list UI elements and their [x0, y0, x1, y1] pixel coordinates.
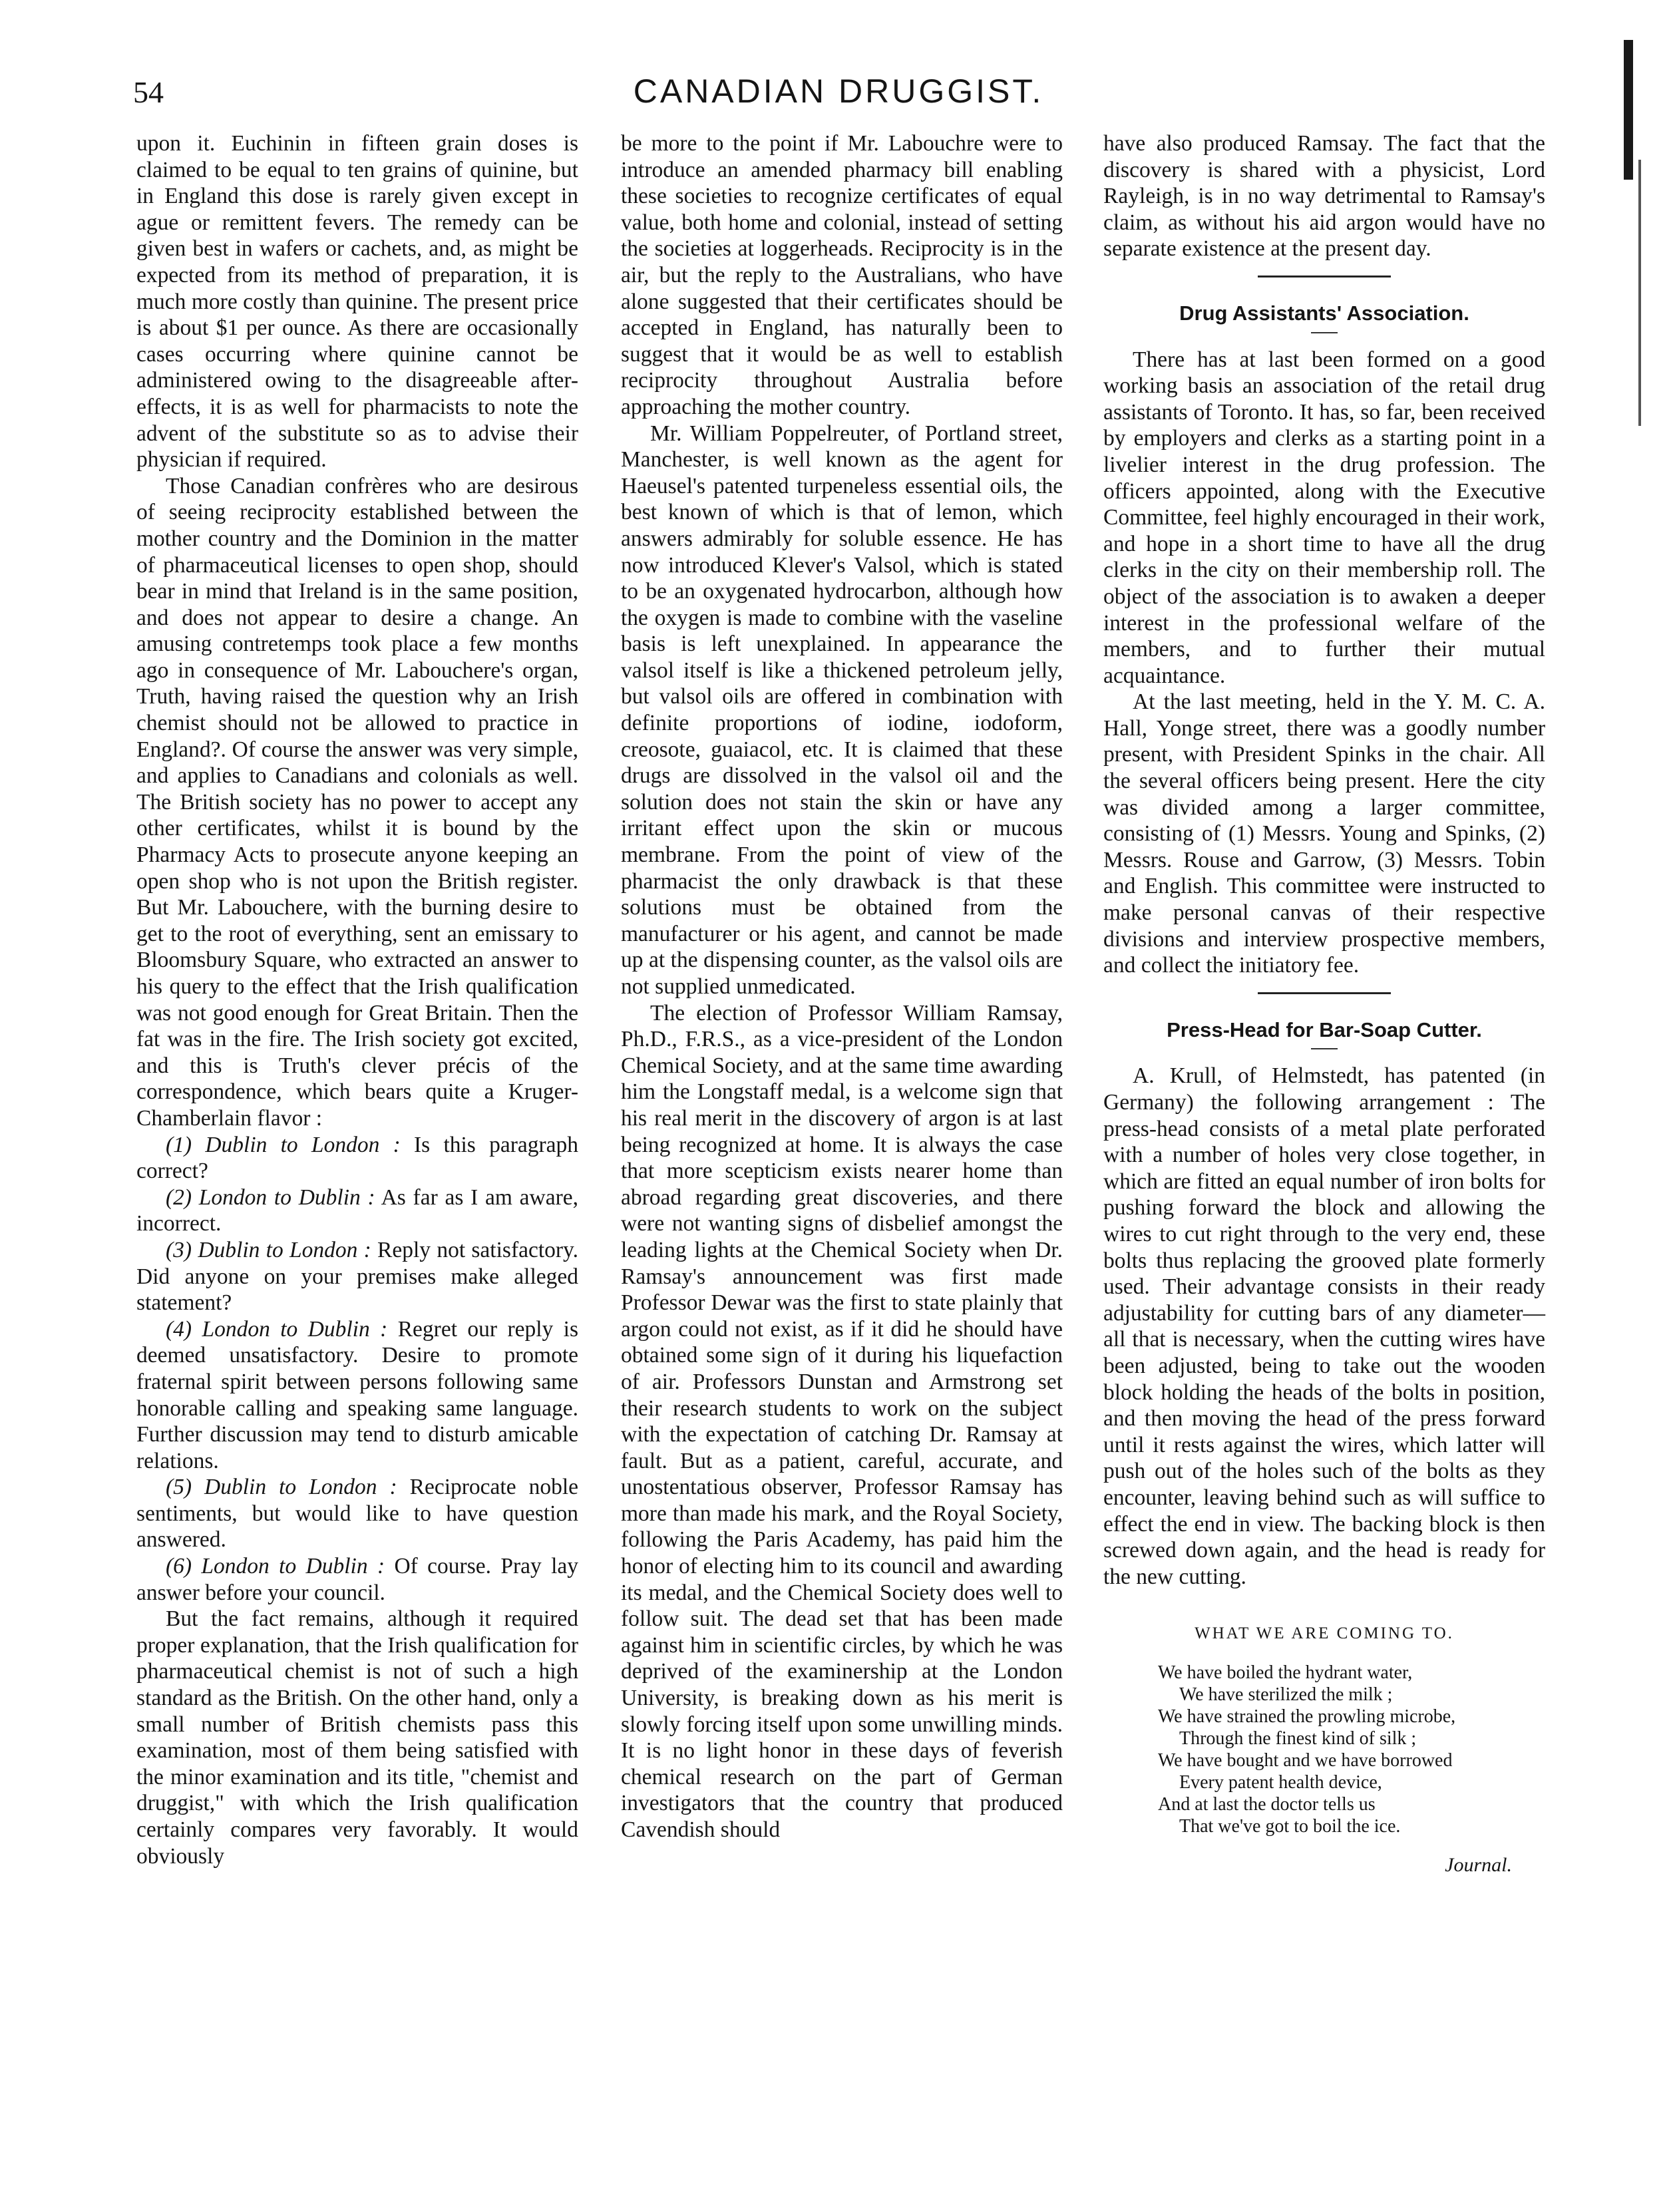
poem-source: Journal.: [1445, 1853, 1512, 1876]
poem-line: We have boiled the hydrant water,: [1158, 1662, 1413, 1683]
dialogue-line: [136, 1316, 578, 1475]
dialogue-text: Is this paragraph correct?: [136, 1132, 579, 1184]
article-paragraph: The election of Professor William Ramsay, Ph.D., F.R.S., as a vice-president of the London Chemical Society, and at the same time awarding him the Longstaff medal, is a welcome sign that his real merit in the discovery of argon is at last being recognized at home. It is always the case that more scepticism exists nearer home than abroad regarding great discoveries, and there were not wanting signs of disbelief amongst the leading lights at the Chemical Society when Dr. Ramsay's announcement was first made Professor Dewar was the first to state plainly that argon could not exist, as if it did he should have obtained some sign of it during his liquefaction of air. Professors Dunstan and Armstrong set their research students to work on the subject with the expectation of catching Dr. Ramsay at fault. But as a patient, careful, accurate, and unostentatious observer, Professor Ramsay has more than made his mark, and the Royal Society, following the Paris Academy, has paid him the honor of electing him to its council and awarding its medal, and the Chemical Society does well to follow suit. The dead set that has been made against him in scientific circles, by which he was deprived of the examinership at the London University, is breaking down as his merit is slowly forcing itself upon some unwilling minds. It is no light honor in these days of feverish chemical research on the part of German investigators that the country that produced Cavendish should: [621, 1000, 1063, 1842]
poem-line: That we've got to boil the ice.: [1179, 1815, 1401, 1837]
margin-edge-line: [1638, 160, 1641, 426]
article-paragraph: A. Krull, of Helmstedt, has patented (in Germany) the following arrangement : The press-head consists of a metal plate perforated with a number of holes very close together, in which are fitted an equal number of iron bolts for pushing forward the block and allowing the wires to cut right through to the very end, these bolts thus replacing the grooved plate formerly used. Their advantage consists in their ready adjustability for cutting bars of any diameter—all that is necessary, when the cutting wires have been adjusted, being to take out the wooden block holding the heads of the bolts in position, and then moving the head of the press forward until it rests against the wires, which latter will push out of the holes such of the bolts as they encounter, leaving behind such as will suffice to effect the end in view. The backing block is then screwed down again, and the head is ready for the new cutting.: [1103, 1063, 1545, 1589]
dialogue-line: [136, 1185, 578, 1237]
column-3: [1103, 130, 1545, 1878]
dialogue-line: [136, 1553, 578, 1606]
dialogue-text: Regret our reply is deemed unsatisfactory. Desire to promote fraternal spirit between persons following same honorable calling and speaking same language. Further discussion may tend to disturb amicable relations.: [136, 1316, 579, 1473]
dialogue-line: [136, 1474, 578, 1553]
section-heading: Drug Assistants' Association.: [1179, 301, 1469, 325]
heading-rule: [1311, 332, 1338, 333]
article-paragraph: There has at last been formed on a good working basis an association of the retail drug assistants of Toronto. It has, so far, been received by employers and clerks as a starting point in a livelier interest in the drug profession. The officers appointed, along with the Executive Committee, feel highly encouraged in their work, and hope in a short time to have all the drug clerks in the city on their membership roll. The object of the association is to awaken a deeper interest in the professional welfare of the members, and to further their mutual acquaintance.: [1103, 347, 1545, 688]
article-paragraph: At the last meeting, held in the Y. M. C. A. Hall, Yonge street, there was a goodly number present, with President Spinks in the chair. All the several officers being present. Here the city was divided among a larger committee, consisting of (1) Messrs. Young and Spinks, (2) Messrs. Rouse and Garrow, (3) Messrs. Tobin and English. This committee were instructed to make personal canvas of their respective divisions and interview prospective members, and collect the initiatory fee.: [1103, 689, 1545, 978]
article-paragraph: Mr. William Poppelreuter, of Portland street, Manchester, is well known as the agent for Haeusel's patented turpeneless essential oils, the best known of which is that of lemon, which answers admirably for soluble essence. He has now introduced Klever's Valsol, which is stated to be an oxygenated hydrocarbon, although how the oxygen is made to combine with the vaseline basis is left unexplained. In appearance the valsol itself is like a thickened petroleum jelly, but valsol oils are offered in combination with definite proportions of iodine, iodoform, creosote, guaiacol, etc. It is claimed that these drugs are dissolved in the valsol oil and the solution does not stain the skin or have any irritant effect upon the skin or mucous membrane. From the point of view of the pharmacist the only drawback is that these solutions must be obtained from the manufacturer or his agent, and cannot be made up at the dispensing counter, as the valsol oils are not supplied unmedicated.: [621, 421, 1063, 999]
heading-rule: [1311, 1048, 1338, 1049]
dialogue-text: Reciprocate noble sentiments, but would like to have question answered.: [136, 1475, 578, 1553]
poem-line: We have sterilized the milk ;: [1179, 1684, 1393, 1705]
article-paragraph: upon it. Euchinin in fifteen grain doses is claimed to be equal to ten grains of quinine, but in England this dose is rarely given except in ague or remittent fevers. The remedy can be given best in wafers or cachets, and, as might be expected from its method of preparation, it is much more costly than quinine. The present price is about $1 per ounce. As there are occasionally cases occurring where quinine cannot be administered owing to the disagreeable after-effects, it is as well for pharmacists to note the advent of the substitute so as to advise their physician if required.: [136, 131, 578, 472]
dialogue-speaker: (5) Dublin to London :: [166, 1475, 397, 1500]
dialogue-speaker: (6) London to Dublin :: [166, 1554, 385, 1579]
column-1: [136, 130, 578, 1869]
poem-line: We have bought and we have borrowed: [1158, 1750, 1453, 1771]
article-paragraph: But the fact remains, although it required proper explanation, that the Irish qualification for pharmaceutical chemist is not of such a high standard as the British. On the other hand, only a small number of British chemists pass this examination, most of them being satisfied with the minor examination and its title, "chemist and druggist," with which the Irish qualification certainly compares very favorably. It would obviously: [136, 1606, 578, 1869]
poem-title: WHAT WE ARE COMING TO.: [1195, 1624, 1454, 1643]
section-heading: Press-Head for Bar-Soap Cutter.: [1167, 1017, 1482, 1041]
page-number: 54: [133, 75, 164, 109]
section-divider: [1258, 992, 1391, 994]
dialogue-line: [136, 1132, 578, 1185]
poem-line: Every patent health device,: [1179, 1771, 1382, 1793]
dialogue-speaker: (1) Dublin to London :: [166, 1132, 401, 1157]
article-paragraph: Those Canadian confrères who are desirous of seeing reciprocity established between the mother country and the Dominion in the matter of pharmaceutical licenses to open shop, should bear in mind that Ireland is in the same position, and does not appear to desire a change. An amusing contretemps took place a few months ago in consequence of Mr. Labouchere's organ, Truth, having raised the question why an Irish chemist should not be allowed to practice in England?. Of course the answer was very simple, and applies to Canadians and colonials as well. The British society has no power to accept any other certificates, whilst it is bound by the Pharmacy Acts to prosecute anyone keeping an open shop who is not upon the British register. But Mr. Labouchere, with the burning desire to get to the root of everything, sent an emissary to Bloomsbury Square, who extracted an answer to his query to the effect that the Irish qualification was not good enough for Great Britain. Then the fat was in the fire. The Irish society got excited, and this is Truth's clever précis of the correspondence, which bears quite a Kruger-Chamberlain flavor :: [136, 473, 578, 1131]
column-2: [621, 130, 1063, 1843]
article-paragraph: have also produced Ramsay. The fact that the discovery is shared with a physicist, Lord Rayleigh, is in no way detrimental to Ramsay's claim, as without his aid argon would have no separate existence at the present day.: [1103, 131, 1545, 262]
dialogue-line: [136, 1237, 578, 1316]
article-paragraph: be more to the point if Mr. Labouchre were to introduce an amended pharmacy bill enabling these societies to recognize certificates of equal value, both home and colonial, instead of setting the societies at loggerheads. Reciprocity is in the air, but the reply to the Australians, who have alone suggested that their certificates should be accepted in England, has naturally been to suggest that it would be as well to establish reciprocity throughout Australia before approaching the mother country.: [621, 131, 1063, 419]
dialogue-speaker: (3) Dublin to London :: [166, 1237, 371, 1262]
dialogue-text: As far as I am aware, incorrect.: [136, 1185, 579, 1236]
margin-edge-mark: [1624, 40, 1633, 180]
journal-title: CANADIAN DRUGGIST.: [633, 73, 1044, 110]
poem-line: We have strained the prowling microbe,: [1158, 1706, 1456, 1727]
dialogue-text: Reply not satisfactory. Did anyone on your premises make alleged statement?: [136, 1237, 578, 1316]
dialogue-speaker: (2) London to Dublin :: [166, 1185, 375, 1210]
dialogue-text: Of course. Pray lay answer before your council.: [136, 1554, 578, 1605]
poem-line: And at last the doctor tells us: [1158, 1793, 1376, 1815]
dialogue-speaker: (4) London to Dublin :: [166, 1316, 388, 1342]
poem-line: Through the finest kind of silk ;: [1179, 1728, 1417, 1749]
section-divider: [1258, 276, 1391, 277]
